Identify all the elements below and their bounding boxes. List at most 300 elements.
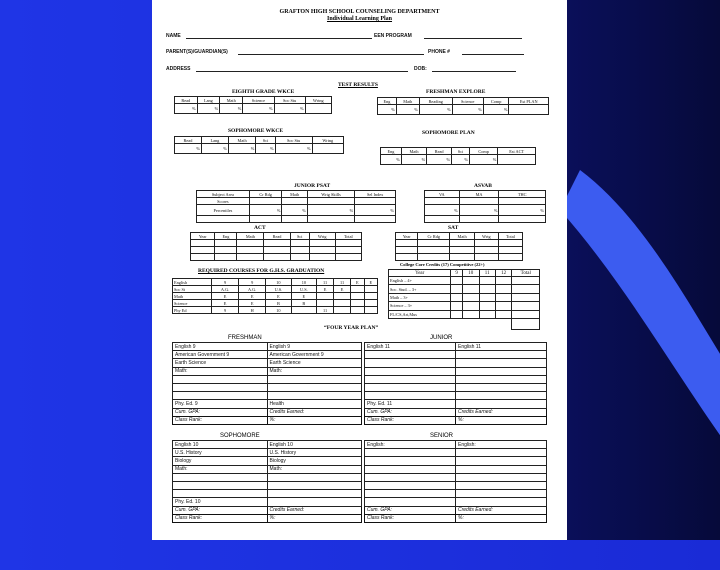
empty-cell — [191, 254, 215, 261]
address-label: ADDRESS — [166, 66, 191, 72]
score-cell: % — [256, 144, 275, 154]
row-label: Scores — [197, 198, 250, 205]
percent-label: %: — [456, 416, 547, 424]
score-cell — [307, 198, 354, 205]
course-cell: E — [212, 293, 239, 300]
college-title: College Core Credits (17) Competitive (22+) — [400, 262, 485, 267]
score-cell: % — [282, 205, 307, 216]
course-entry — [456, 490, 547, 498]
course-entry — [365, 465, 456, 473]
course-entry — [456, 359, 547, 367]
empty-cell — [237, 240, 264, 247]
course-entry: English 10 — [173, 441, 268, 449]
column-header: Wrtg — [474, 233, 498, 240]
name-line — [186, 38, 372, 39]
course-cell: Science — [173, 300, 212, 307]
course-entry — [456, 465, 547, 473]
empty-cell — [197, 216, 250, 223]
empty-cell — [335, 254, 361, 261]
credits-earned-label: Credits Earned: — [267, 506, 362, 514]
empty-cell — [418, 247, 450, 254]
empty-cell — [451, 310, 462, 318]
score-cell: % — [175, 144, 202, 154]
table-row — [173, 490, 362, 498]
empty-cell — [290, 240, 309, 247]
course-cell: Phy Ed — [173, 307, 212, 314]
empty-cell — [512, 293, 540, 301]
column-header: Science — [243, 97, 274, 104]
plan-table — [380, 147, 536, 165]
een-line — [424, 38, 522, 39]
table-row — [389, 293, 540, 301]
senior-plan-table — [364, 440, 547, 523]
table-row — [365, 441, 547, 449]
course-cell: E — [291, 293, 316, 300]
course-entry — [365, 359, 456, 367]
table-row — [173, 457, 362, 465]
act-table — [190, 232, 362, 261]
class-rank-label: Class Rank: — [173, 416, 268, 424]
table-row — [175, 137, 344, 144]
background-swoosh — [540, 170, 720, 570]
score-cell: % — [396, 105, 419, 115]
empty-cell — [451, 302, 462, 310]
column-header: Wrtng — [312, 137, 343, 144]
table-row — [365, 343, 547, 351]
table-row — [365, 481, 547, 489]
course-entry: English 11 — [365, 343, 456, 351]
empty-cell — [418, 254, 450, 261]
empty-cell — [309, 240, 335, 247]
empty-cell — [282, 216, 307, 223]
empty-cell — [396, 254, 418, 261]
table-row — [173, 514, 362, 522]
column-header: MA — [459, 191, 499, 198]
score-cell: % — [419, 105, 452, 115]
empty-cell — [355, 216, 396, 223]
table-row — [173, 506, 362, 514]
column-header: VA — [425, 191, 460, 198]
junior-title: JUNIOR — [430, 335, 453, 341]
plan-title: SOPHOMORE PLAN — [422, 130, 475, 136]
column-header: THC — [499, 191, 546, 198]
column-header: 12 — [495, 270, 512, 277]
table-row — [365, 498, 547, 506]
course-cell: B — [291, 300, 316, 307]
score-cell: % — [459, 205, 499, 216]
column-header: Sci — [256, 137, 275, 144]
empty-cell — [237, 247, 264, 254]
percent-label: %: — [267, 514, 362, 522]
course-entry — [267, 392, 362, 400]
column-header: Lang — [201, 137, 228, 144]
table-row — [365, 490, 547, 498]
score-cell: % — [274, 104, 305, 114]
credits-earned-label: Credits Earned: — [456, 408, 547, 416]
table-row — [173, 351, 362, 359]
course-cell: E — [364, 279, 377, 286]
table-row — [396, 254, 523, 261]
empty-cell — [290, 247, 309, 254]
empty-cell — [512, 285, 540, 293]
empty-cell — [450, 240, 475, 247]
table-row — [175, 104, 332, 114]
course-cell — [291, 307, 316, 314]
course-cell: E — [351, 279, 364, 286]
score-cell: % — [249, 205, 282, 216]
empty-cell — [498, 247, 522, 254]
column-header: Eng — [381, 148, 402, 155]
score-cell: % — [275, 144, 312, 154]
empty-cell — [462, 310, 479, 318]
course-entry: English 11 — [456, 343, 547, 351]
score-cell: % — [307, 205, 354, 216]
column-header: Soc Stu — [275, 137, 312, 144]
course-cell: A.G. — [239, 286, 266, 293]
address-line — [196, 71, 408, 72]
course-entry — [365, 457, 456, 465]
table-row — [365, 375, 547, 383]
table-row — [173, 307, 378, 314]
course-cell: 9 — [212, 279, 239, 286]
table-row — [378, 105, 549, 115]
column-header: Read — [175, 137, 202, 144]
score-cell — [305, 104, 331, 114]
wkce10-title: SOPHOMORE WKCE — [228, 128, 284, 134]
course-entry: Phy. Ed. 11 — [365, 400, 456, 408]
course-entry — [456, 351, 547, 359]
course-entry: English 10 — [267, 441, 362, 449]
course-entry: Math: — [267, 367, 362, 375]
percent-label: %: — [456, 514, 547, 522]
course-entry: Biology — [267, 457, 362, 465]
column-header: Est PLAN — [509, 98, 549, 105]
score-cell: % — [175, 104, 198, 114]
empty-cell — [474, 254, 498, 261]
table-row — [365, 400, 547, 408]
course-entry — [173, 383, 268, 391]
table-row — [173, 441, 362, 449]
empty-cell — [425, 198, 460, 205]
phone-line — [462, 54, 524, 55]
course-entry: Math: — [267, 465, 362, 473]
class-rank-label: Class Rank: — [365, 514, 456, 522]
row-label: English – 4+ — [389, 277, 451, 285]
course-cell: 10 — [291, 279, 316, 286]
empty-cell — [462, 293, 479, 301]
empty-cell — [215, 254, 237, 261]
empty-cell — [264, 254, 290, 261]
table-row — [365, 514, 547, 522]
empty-cell — [396, 240, 418, 247]
table-row — [173, 498, 362, 506]
course-entry: U.S. History — [267, 449, 362, 457]
row-label: Science – 3+ — [389, 302, 451, 310]
table-row — [175, 97, 332, 104]
table-row — [173, 279, 378, 286]
freshman-plan-table — [172, 342, 362, 425]
column-header: Year — [191, 233, 215, 240]
column-header: Eng — [215, 233, 237, 240]
table-row — [425, 216, 546, 223]
column-header: Eng — [378, 98, 397, 105]
table-row — [396, 247, 523, 254]
table-row — [365, 359, 547, 367]
course-entry — [456, 481, 547, 489]
course-cell — [351, 300, 364, 307]
score-cell — [249, 198, 282, 205]
course-cell: E — [239, 300, 266, 307]
column-header: Total — [335, 233, 361, 240]
dob-line — [432, 71, 516, 72]
table-row — [173, 416, 362, 424]
course-entry: English 9 — [173, 343, 268, 351]
empty-cell — [389, 318, 451, 329]
empty-cell — [512, 277, 540, 285]
empty-cell — [462, 285, 479, 293]
empty-cell — [499, 216, 546, 223]
empty-cell — [495, 318, 512, 329]
document-title: GRAFTON HIGH SCHOOL COUNSELING DEPARTMENT — [279, 9, 440, 15]
score-cell: % — [499, 205, 546, 216]
column-header: Comp — [483, 98, 509, 105]
empty-cell — [495, 310, 512, 318]
course-cell — [351, 307, 364, 314]
table-row — [173, 473, 362, 481]
course-cell: Soc St — [173, 286, 212, 293]
empty-cell — [512, 318, 540, 329]
course-cell — [334, 307, 351, 314]
cum-gpa-label: Cum. GPA: — [365, 506, 456, 514]
table-row — [365, 351, 547, 359]
empty-cell — [479, 318, 495, 329]
score-cell: % — [197, 104, 220, 114]
empty-cell — [512, 302, 540, 310]
class-rank-label: Class Rank: — [365, 416, 456, 424]
empty-cell — [451, 285, 462, 293]
course-entry — [173, 481, 268, 489]
row-label: Math – 3+ — [389, 293, 451, 301]
course-entry: U.S. History — [173, 449, 268, 457]
course-entry — [173, 375, 268, 383]
column-header: 9 — [451, 270, 462, 277]
column-header: Math — [282, 191, 307, 198]
course-entry: American Government 9 — [267, 351, 362, 359]
column-header: Soc Stu — [274, 97, 305, 104]
column-header: Read — [264, 233, 290, 240]
course-entry — [456, 375, 547, 383]
table-row — [173, 375, 362, 383]
column-header: Math — [228, 137, 255, 144]
empty-cell — [474, 240, 498, 247]
column-header: Cr Rdg — [418, 233, 450, 240]
column-header: Wrtg — [309, 233, 335, 240]
name-label: NAME — [166, 33, 181, 39]
empty-cell — [512, 310, 540, 318]
course-cell — [364, 286, 377, 293]
course-cell — [351, 293, 364, 300]
course-entry: English: — [456, 441, 547, 449]
course-entry — [365, 375, 456, 383]
empty-cell — [425, 216, 460, 223]
empty-cell — [396, 247, 418, 254]
course-entry: Phy. Ed. 9 — [173, 400, 268, 408]
course-entry — [456, 498, 547, 506]
empty-cell — [495, 302, 512, 310]
table-row — [381, 155, 536, 165]
empty-cell — [335, 247, 361, 254]
course-cell — [364, 300, 377, 307]
required-title: REQUIRED COURSES FOR G.H.S. GRADUATION — [198, 268, 325, 274]
course-cell: 11 — [317, 279, 334, 286]
course-entry — [365, 367, 456, 375]
course-entry: Biology — [173, 457, 268, 465]
cum-gpa-label: Cum. GPA: — [365, 408, 456, 416]
column-header: Cr Rdg — [249, 191, 282, 198]
course-cell: 11 — [317, 307, 334, 314]
score-cell: % — [201, 144, 228, 154]
table-row — [365, 506, 547, 514]
empty-cell — [191, 247, 215, 254]
column-header: Year — [389, 270, 451, 277]
column-header: Science — [452, 98, 483, 105]
column-header: Read — [175, 97, 198, 104]
table-row — [173, 293, 378, 300]
course-cell: 11 — [334, 279, 351, 286]
empty-cell — [498, 254, 522, 261]
empty-cell — [335, 240, 361, 247]
college-core-table — [388, 269, 540, 330]
table-row — [173, 408, 362, 416]
score-cell: % — [378, 105, 397, 115]
freshman-title: FRESHMAN — [228, 335, 262, 341]
course-cell: E — [317, 286, 334, 293]
empty-cell — [495, 293, 512, 301]
empty-cell — [499, 198, 546, 205]
empty-cell — [479, 277, 495, 285]
table-row — [425, 205, 546, 216]
course-entry — [173, 473, 268, 481]
table-row — [191, 240, 362, 247]
table-row — [365, 392, 547, 400]
table-row — [191, 233, 362, 240]
table-row — [191, 247, 362, 254]
table-row — [389, 318, 540, 329]
column-header: Year — [396, 233, 418, 240]
course-cell — [351, 286, 364, 293]
column-header: Est ACT — [498, 148, 536, 155]
table-row — [197, 191, 396, 198]
course-entry — [267, 383, 362, 391]
sat-title: SAT — [448, 225, 459, 231]
column-header: Comp — [469, 148, 497, 155]
empty-cell — [479, 310, 495, 318]
course-cell: U.S. — [266, 286, 291, 293]
column-header: Math — [450, 233, 475, 240]
credits-earned-label: Credits Earned: — [456, 506, 547, 514]
junior-plan-table — [364, 342, 547, 425]
empty-cell — [451, 277, 462, 285]
course-entry — [456, 449, 547, 457]
course-entry — [365, 490, 456, 498]
act-title: ACT — [254, 225, 266, 231]
score-cell: % — [427, 155, 452, 165]
table-row — [173, 343, 362, 351]
score-cell: % — [452, 105, 483, 115]
empty-cell — [498, 240, 522, 247]
score-cell: % — [425, 205, 460, 216]
course-entry — [267, 375, 362, 383]
score-cell — [498, 155, 536, 165]
table-row — [173, 359, 362, 367]
explore-table — [377, 97, 549, 115]
column-header: Read — [427, 148, 452, 155]
empty-cell — [474, 247, 498, 254]
column-header: 11 — [479, 270, 495, 277]
table-row — [365, 408, 547, 416]
document-subtitle: Individual Learning Plan — [326, 16, 393, 22]
table-row — [425, 198, 546, 205]
sat-table — [395, 232, 523, 261]
empty-cell — [290, 254, 309, 261]
table-row — [173, 449, 362, 457]
een-label: EEN PROGRAM — [374, 33, 412, 39]
score-cell — [355, 198, 396, 205]
course-entry — [365, 383, 456, 391]
column-header: Math — [237, 233, 264, 240]
wkce8-title: EIGHTH GRADE WKCE — [232, 89, 295, 95]
course-entry: Math: — [173, 465, 268, 473]
wkce8-table — [174, 96, 332, 114]
score-cell: % — [355, 205, 396, 216]
table-row — [365, 473, 547, 481]
credits-earned-label: Credits Earned: — [267, 408, 362, 416]
column-header: Sel Index — [355, 191, 396, 198]
empty-cell — [309, 254, 335, 261]
score-cell: % — [381, 155, 402, 165]
course-entry: Earth Science — [173, 359, 268, 367]
test-results-heading: TEST RESULTS — [338, 82, 378, 88]
table-row — [173, 286, 378, 293]
table-row — [396, 233, 523, 240]
empty-cell — [264, 247, 290, 254]
wkce10-table — [174, 136, 344, 154]
course-cell: E — [239, 293, 266, 300]
column-header: Math — [220, 97, 243, 104]
course-entry: American Government 9 — [173, 351, 268, 359]
course-entry — [365, 351, 456, 359]
course-cell: E — [334, 286, 351, 293]
table-row — [381, 148, 536, 155]
course-cell — [317, 300, 334, 307]
table-row — [389, 302, 540, 310]
course-entry: Phy. Ed. 10 — [173, 498, 268, 506]
table-row — [389, 285, 540, 293]
score-cell — [282, 198, 307, 205]
table-row — [365, 416, 547, 424]
course-entry: English 9 — [267, 343, 362, 351]
column-header: Reading — [419, 98, 452, 105]
course-entry — [173, 490, 268, 498]
table-row — [389, 310, 540, 318]
table-row — [389, 277, 540, 285]
table-row — [173, 400, 362, 408]
empty-cell — [418, 240, 450, 247]
course-entry — [267, 498, 362, 506]
course-cell: 9 — [212, 307, 239, 314]
course-entry — [365, 473, 456, 481]
table-row — [173, 383, 362, 391]
